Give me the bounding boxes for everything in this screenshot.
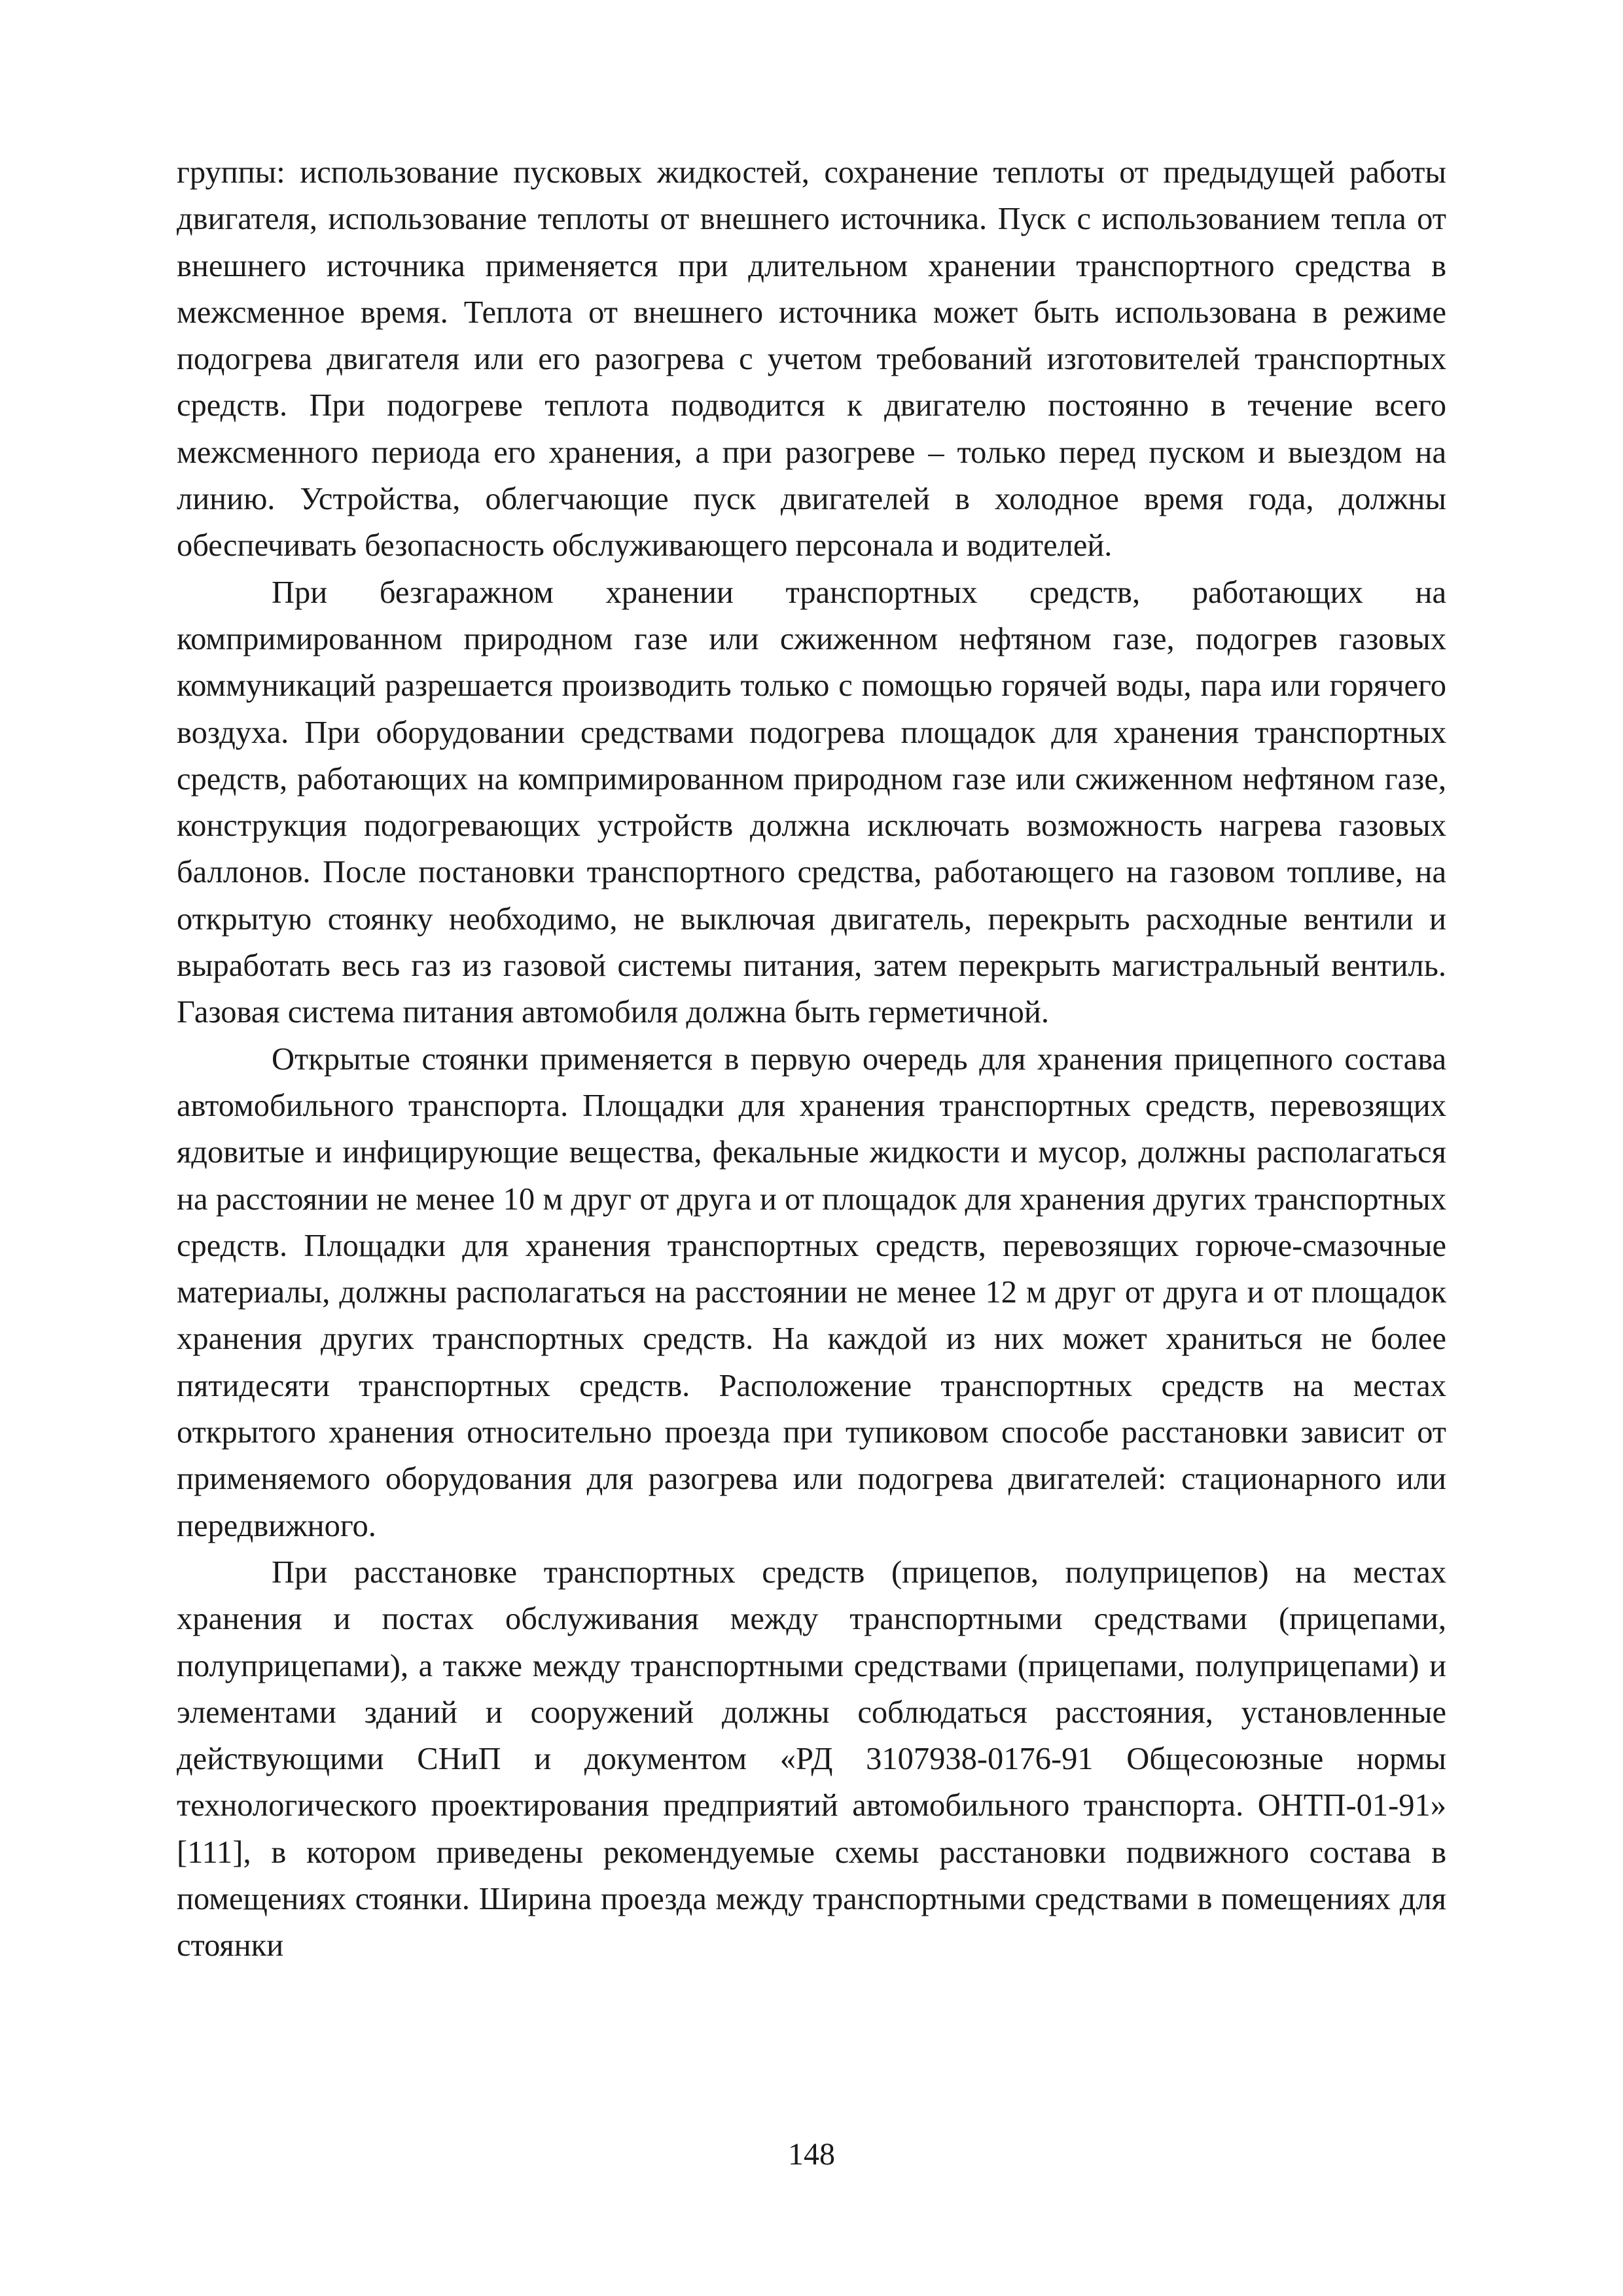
paragraph-3: Открытые стоянки применяется в первую очередь для хранения прицепного состава автомобильного транспорта. Площадки для хранения транспортных средств, перевозящих ядовитые и инфицирующие вещества, фекальные жидкости и мусор, должны располагаться на расстоянии не менее 10 м друг от друга и от площадок для хранения других транспортных средств. Площадки для хранения транспортных средств, перевозящих горюче-смазочные материалы, должны располагаться на расстоянии не менее 12 м друг от друга и от площадок хранения других транспортных средств. На каждой из них может храниться не более пятидесяти транспортных средств. Расположение транспортных средств на местах открытого хранения относительно проезда при тупиковом способе расстановки зависит от применяемого оборудования для разогрева или подогрева двигателей: стационарного или передвижного. xyxy=(177,1041,1446,1543)
body-text xyxy=(177,149,1446,1969)
paragraph-2: При безгаражном хранении транспортных средств, работающих на компримированном природном газе или сжиженном нефтяном газе, подогрев газовых коммуникаций разрешается производить только с помощью горячей воды, пара или горячего воздуха. При оборудовании средствами подогрева площадок для хранения транспортных средств, работающих на компримированном природном газе или сжиженном нефтяном газе, конструкция подогревающих устройств должна исключать возможность нагрева газовых баллонов. После постановки транспортного средства, работающего на газовом топливе, на открытую стоянку необходимо, не выключая двигатель, перекрыть расходные вентили и выработать весь газ из газовой системы питания, затем перекрыть магистральный вентиль. Газовая система питания автомобиля должна быть герметичной. xyxy=(177,575,1446,1030)
paragraph-1: группы: использование пусковых жидкостей, сохранение теплоты от предыдущей работы двигателя, использование теплоты от внешнего источника. Пуск с использованием тепла от внешнего источника применяется при длительном хранении транспортного средства в межсменное время. Теплота от внешнего источника может быть использована в режиме подогрева двигателя или его разогрева с учетом требований изготовителей транспортных средств. При подогреве теплота подводится к двигателю постоянно в течение всего межсменного периода его хранения, а при разогреве – только перед пуском и выездом на линию. Устройства, облегчающие пуск двигателей в холодное время года, должны обеспечивать безопасность обслуживающего персонала и водителей. xyxy=(177,155,1446,564)
paragraph-4: При расстановке транспортных средств (прицепов, полуприцепов) на местах хранения и постах обслуживания между транспортными средствами (прицепами, полуприцепами), а также между транспортными средствами (прицепами, полуприцепами) и элементами зданий и сооружений должны соблюдаться расстояния, установленные действующими СНиП и документом «РД 3107938-0176-91 Общесоюзные нормы технологического проектирования предприятий автомобильного транспорта. ОНТП-01-91» [111], в котором приведены рекомендуемые схемы расстановки подвижного состава в помещениях стоянки. Ширина проезда между транспортными средствами в помещениях для стоянки xyxy=(177,1554,1446,1964)
page-number: 148 xyxy=(788,2137,835,2172)
